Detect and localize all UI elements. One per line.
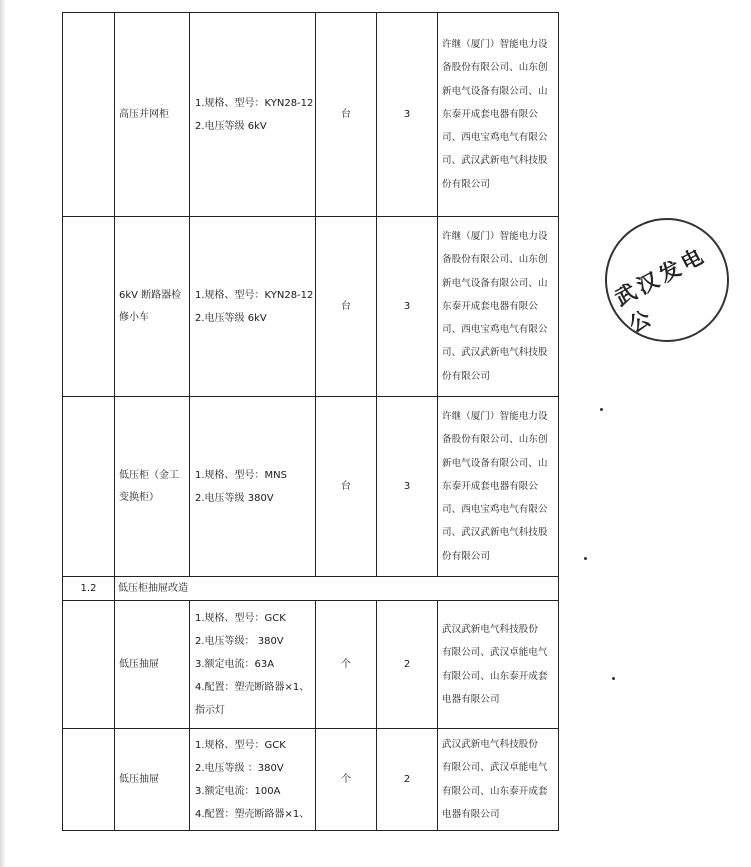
manufacturer-line: 武汉武新电气科技股份 (442, 739, 539, 751)
specification-cell (190, 13, 316, 217)
table-row (63, 13, 559, 217)
quantity-cell: 3 (377, 13, 438, 217)
equipment-name-line: 高压并网柜 (119, 108, 169, 120)
section-header-row (63, 577, 559, 601)
equipment-name-cell (115, 217, 190, 397)
manufacturer-cell (438, 217, 559, 397)
specification-cell (190, 601, 316, 729)
manufacturer-cell (438, 397, 559, 577)
spec-line: 2.电压等级 ：380V (195, 762, 284, 774)
unit-cell: 台 (316, 397, 377, 577)
manufacturer-line: 许继（厦门）智能电力设 (442, 411, 548, 423)
manufacturer-line: 有限公司、武汉卓能电气 (442, 647, 548, 659)
spec-line: 指示灯 (195, 705, 225, 716)
unit-cell: 个 (316, 729, 377, 831)
manufacturer-line: 份有限公司 (442, 178, 491, 190)
scan-speck (600, 408, 603, 411)
section-title: 低压柜抽屉改造 (115, 577, 559, 601)
manufacturer-line: 电器有限公司 (442, 693, 500, 705)
manufacturer-line: 东泰开成套电器有限公 (442, 300, 539, 312)
spec-line: 2.电压等级 380V (195, 492, 274, 504)
scan-speck (612, 677, 615, 680)
item-number-cell (63, 13, 115, 217)
equipment-name-line: 修小车 (119, 311, 149, 323)
manufacturer-line: 电器有限公司 (442, 808, 500, 820)
spec-line: 3.额定电流：100A (195, 785, 281, 797)
equipment-name-cell (115, 13, 190, 217)
equipment-name-line: 低压抽屉 (119, 773, 159, 785)
manufacturer-cell (438, 13, 559, 217)
spec-line: 1.规格、型号：GCK (195, 613, 286, 624)
manufacturer-line: 新电气设备有限公司、山 (442, 85, 548, 97)
manufacturer-line: 司、西电宝鸡电气有限公 (442, 132, 548, 144)
equipment-spec-table (62, 12, 559, 831)
spec-line: 4.配置：塑壳断路器×1、 (195, 682, 310, 693)
spec-line: 2.电压等级： 380V (195, 636, 284, 647)
manufacturer-line: 新电气设备有限公司、山 (442, 457, 548, 469)
equipment-name-line: 低压抽屉 (119, 658, 159, 670)
spec-line: 3.额定电流：63A (195, 659, 275, 670)
manufacturer-line: 司、西电宝鸡电气有限公 (442, 324, 548, 336)
unit-cell: 台 (316, 217, 377, 397)
unit-cell: 个 (316, 601, 377, 729)
manufacturer-line: 武汉武新电气科技股份 (442, 624, 539, 636)
manufacturer-line: 份有限公司 (442, 550, 491, 562)
unit-cell: 台 (316, 13, 377, 217)
quantity-cell: 2 (377, 601, 438, 729)
manufacturer-line: 备股份有限公司、山东创 (442, 434, 548, 446)
equipment-name-line: 低压柜（金工 (119, 469, 179, 481)
manufacturer-line: 东泰开成套电器有限公 (442, 480, 539, 492)
equipment-name-cell (115, 397, 190, 577)
manufacturer-cell (438, 729, 559, 831)
specification-cell (190, 217, 316, 397)
stamp-text: 武汉发电公 (610, 242, 711, 338)
manufacturer-line: 司、武汉武新电气科技股 (442, 527, 548, 539)
manufacturer-line: 备股份有限公司、山东创 (442, 254, 548, 266)
manufacturer-line: 司、西电宝鸡电气有限公 (442, 504, 548, 516)
quantity-cell: 2 (377, 729, 438, 831)
manufacturer-line: 司、武汉武新电气科技股 (442, 155, 548, 167)
spec-line: 1.规格、型号：KYN28-12 (195, 289, 314, 301)
spec-line: 2.电压等级 6kV (195, 120, 267, 132)
specification-cell (190, 397, 316, 577)
quantity-cell: 3 (377, 217, 438, 397)
spec-line: 1.规格、型号：KYN28-12 (195, 97, 314, 109)
specification-cell (190, 729, 316, 831)
spec-line: 1.规格、型号：GCK (195, 739, 286, 751)
equipment-name-line: 变换柜） (119, 491, 159, 503)
scan-edge-shadow (0, 0, 6, 867)
manufacturer-line: 许继（厦门）智能电力设 (442, 231, 548, 243)
manufacturer-line: 份有限公司 (442, 370, 491, 382)
spec-line: 2.电压等级 6kV (195, 312, 267, 324)
section-number: 1.2 (63, 577, 115, 601)
table-row (63, 729, 559, 831)
manufacturer-line: 东泰开成套电器有限公 (442, 108, 539, 120)
item-number-cell (63, 397, 115, 577)
manufacturer-line: 有限公司、山东泰开成套 (442, 785, 548, 797)
manufacturer-line: 司、武汉武新电气科技股 (442, 347, 548, 359)
item-number-cell (63, 729, 115, 831)
manufacturer-line: 有限公司、山东泰开成套 (442, 670, 548, 682)
manufacturer-line: 有限公司、武汉卓能电气 (442, 762, 548, 774)
table-row (63, 217, 559, 397)
company-seal-stamp (583, 196, 751, 364)
manufacturer-line: 许继（厦门）智能电力设 (442, 39, 548, 51)
item-number-cell (63, 217, 115, 397)
manufacturer-line: 新电气设备有限公司、山 (442, 277, 548, 289)
item-number-cell (63, 601, 115, 729)
spec-line: 1.规格、型号：MNS (195, 469, 287, 481)
table-row (63, 601, 559, 729)
scan-speck (584, 557, 587, 560)
equipment-name-line: 6kV 断路器检 (119, 289, 182, 301)
equipment-name-cell (115, 729, 190, 831)
equipment-name-cell (115, 601, 190, 729)
quantity-cell: 3 (377, 397, 438, 577)
manufacturer-cell (438, 601, 559, 729)
manufacturer-line: 备股份有限公司、山东创 (442, 62, 548, 74)
spec-line: 4.配置：塑壳断路器×1、 (195, 808, 310, 820)
table-row (63, 397, 559, 577)
